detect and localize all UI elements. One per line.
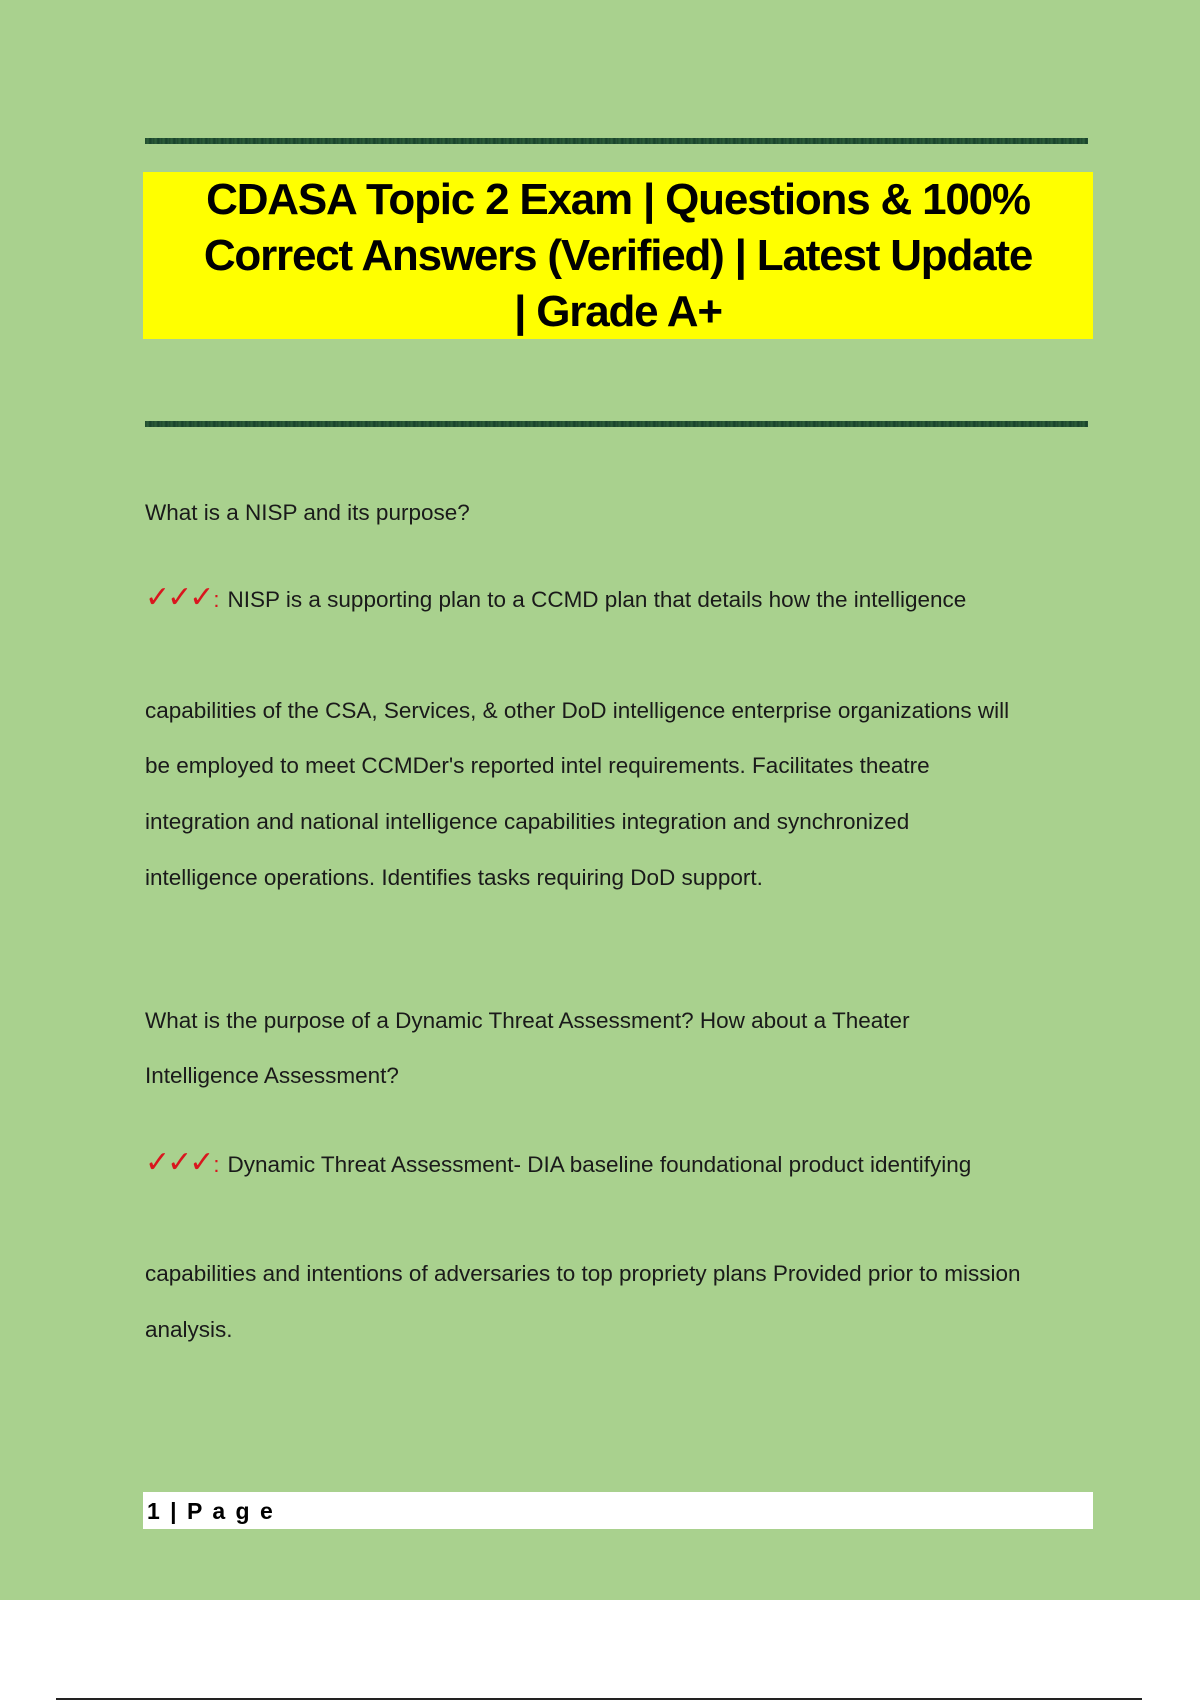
title-line-1: CDASA Topic 2 Exam | Questions & 100% xyxy=(206,174,1030,224)
answer-1-line-4: integration and national intelligence capabilities integration and synchronized xyxy=(145,809,910,834)
answer-2-first-line xyxy=(145,1145,971,1180)
page-footer xyxy=(143,1492,1093,1529)
bottom-divider xyxy=(145,421,1088,427)
answer-2-text: Dynamic Threat Assessment- DIA baseline foundational product identifying xyxy=(227,1152,972,1177)
answer-1-text: NISP is a supporting plan to a CCMD plan that details how the intelligence xyxy=(227,587,967,612)
answer-1-line-3: be employed to meet CCMDer's reported intel requirements. Facilitates theatre xyxy=(145,753,930,778)
title-line-2: Correct Answers (Verified) | Latest Update xyxy=(203,230,1033,280)
answer-colon: : xyxy=(213,1152,220,1177)
answer-1-line-5: intelligence operations. Identifies tasks requiring DoD support. xyxy=(145,865,763,890)
answer-2-line-3: analysis. xyxy=(145,1317,233,1342)
title-line-3: | Grade A+ xyxy=(514,286,722,336)
question-2-line-1: What is the purpose of a Dynamic Threat Assessment? How about a Theater xyxy=(145,1008,910,1033)
answer-1-first-line xyxy=(145,580,966,615)
page-number: 1 | P a g e xyxy=(147,1498,275,1524)
answer-2-line-2: capabilities and intentions of adversaries to top propriety plans Provided prior to mission xyxy=(145,1261,1021,1286)
question-1: What is a NISP and its purpose? xyxy=(145,500,470,525)
check-marks-icon: ✓✓✓ xyxy=(145,1145,212,1180)
answer-colon: : xyxy=(213,587,220,612)
top-divider xyxy=(145,138,1088,144)
check-marks-icon: ✓✓✓ xyxy=(145,580,212,615)
title-banner xyxy=(143,172,1093,339)
answer-1-line-2: capabilities of the CSA, Services, & other DoD intelligence enterprise organizations will xyxy=(145,698,1010,723)
page-title xyxy=(198,172,1038,340)
question-2-line-2: Intelligence Assessment? xyxy=(145,1063,399,1088)
